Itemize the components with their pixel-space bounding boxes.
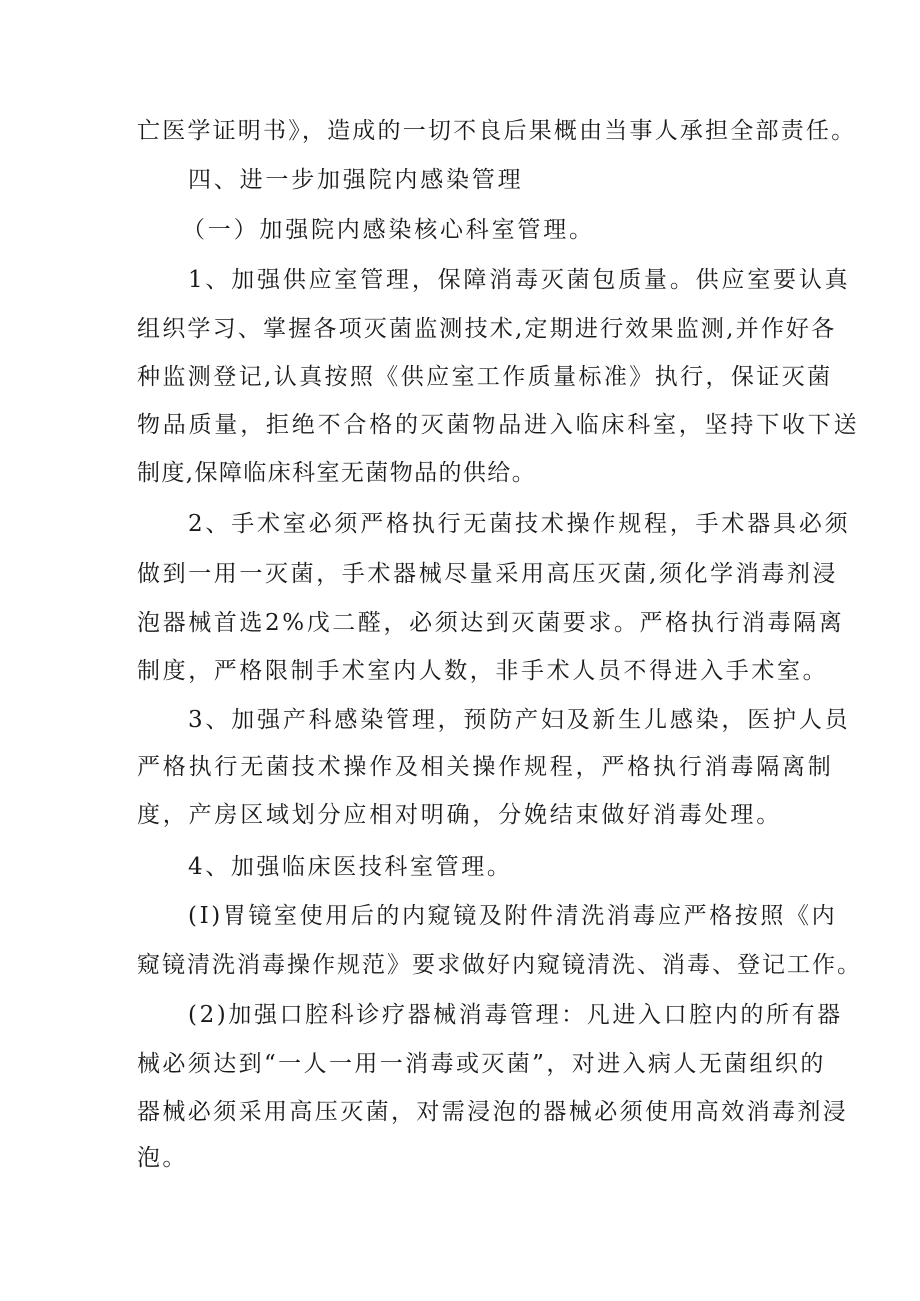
- text-line-18: 窥镜清洗消毒操作规范》要求做好内窥镜清洗、消毒、登记工作。: [137, 952, 862, 978]
- text-line-19: (2)加强口腔科诊疗器械消毒管理：凡进入口腔内的所有器: [188, 1002, 843, 1028]
- text-line-11: 泡器械首选2%戊二醛，必须达到灭菌要求。严格执行消毒隔离: [137, 610, 845, 636]
- text-line-4: 1、加强供应室管理，保障消毒灭菌包质量。供应室要认真: [188, 267, 851, 293]
- text-line-13: 3、加强产科感染管理，预防产妇及新生儿感染，医护人员: [188, 707, 851, 733]
- text-line-15: 度，产房区域划分应相对明确，分娩结束做好消毒处理。: [137, 802, 782, 828]
- text-line-7: 物品质量，拒绝不合格的灭菌物品进入临床科室，坚持下收下送: [137, 412, 860, 438]
- text-line-20: 械必须达到“一人一用一消毒或灭菌”，对进入病人无菌组织的: [137, 1051, 826, 1077]
- text-line-10: 做到一用一灭菌，手术器械尽量采用高压灭菌,须化学消毒剂浸: [137, 561, 839, 587]
- text-line-12: 制度，严格限制手术室内人数，非手术人员不得进入手术室。: [137, 658, 829, 684]
- text-line-21: 器械必须采用高压灭菌，对需浸泡的器械必须使用高效消毒剂浸: [137, 1099, 849, 1125]
- text-line-8: 制度,保障临床科室无菌物品的供给。: [137, 460, 537, 486]
- subsection-heading-1: （一）加强院内感染核心科室管理。: [182, 217, 595, 243]
- text-line-22: 泡。: [137, 1145, 188, 1171]
- text-line-1: 亡医学证明书》，造成的一切不良后果概由当事人承担全部责任。: [137, 118, 857, 144]
- text-line-6: 种监测登记,认真按照《供应室工作质量标准》执行，保证灭菌: [137, 364, 833, 390]
- text-line-16: 4、加强临床医技科室管理。: [188, 854, 513, 880]
- section-heading-4: 四、进一步加强院内感染管理: [188, 167, 524, 193]
- text-line-17: (I)胃镜室使用后的内窥镜及附件清洗消毒应严格按照《内: [188, 903, 838, 929]
- text-line-14: 严格执行无菌技术操作及相关操作规程，严格执行消毒隔离制: [137, 754, 834, 780]
- text-line-5: 组织学习、掌握各项灭菌监测技术,定期进行效果监测,并作好各: [137, 316, 837, 342]
- text-line-9: 2、手术室必须严格执行无菌技术操作规程，手术器具必须: [188, 511, 851, 537]
